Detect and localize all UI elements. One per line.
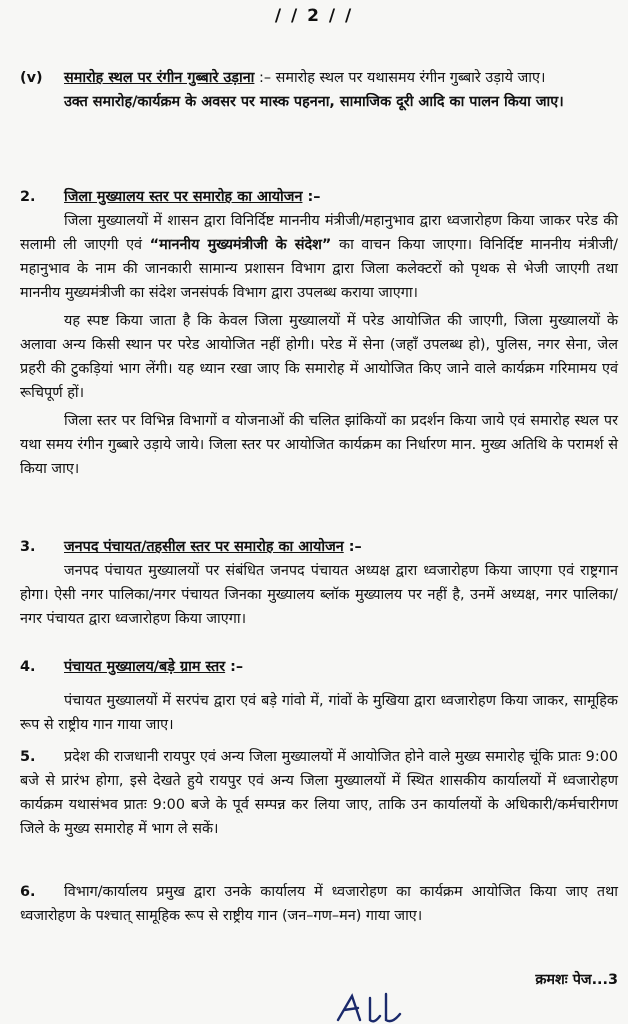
section-2-para-2: यह स्पष्ट किया जाता है कि केवल जिला मुख्यालयों में परेड आयोजित की जाएगी, जिला मुख्यालयों के अलावा अन्य किसी स्थान पर परेड आयोजित नहीं होगी। परेड में सेना (जहाँ उपलब्ध हो), पुलिस, नगर सेना, जेल प्रहरी की टुकड़ियां भाग लेंगी। यह ध्यान रखा जाए कि समारोह में आयोजित किए जाने वाले कार्यक्रम गरिमामय एवं रूचिपूर्ण हों।	[20, 313, 618, 401]
section-3	[20, 535, 618, 631]
section-2-title: जिला मुख्यालय स्तर पर समारोह का आयोजन	[64, 189, 303, 205]
section-2-para-1a: जिला मुख्यालयों में शासन द्वारा विनिर्दिष्ट माननीय मंत्रीजी/महानुभाव द्वारा ध्वजारोहण किया जाकर परेड की सलामी ली जाएगी एवं	[20, 213, 618, 253]
section-6-para-1: विभाग/कार्यालय प्रमुख द्वारा उनके कार्यालय में ध्वजारोहण का कार्यक्रम आयोजित किया जाए तथा ध्वजारोहण के पश्चात् सामूहिक रूप से राष्ट्रीय गान (जन–गण–मन) गाया जाए।	[20, 884, 618, 924]
section-v-number: (v)	[20, 70, 43, 86]
signature-mark	[330, 990, 450, 1024]
section-4-suffix: :–	[225, 659, 244, 675]
section-v-text: :– समारोह स्थल पर यथासमय रंगीन गुब्बारे उड़ाये जाए।	[254, 70, 546, 86]
section-3-title: जनपद पंचायत/तहसील स्तर पर समारोह का आयोजन	[64, 539, 344, 555]
section-5	[20, 745, 618, 841]
page-number: / / 2 / /	[274, 6, 354, 26]
section-4-number: 4.	[20, 659, 36, 675]
section-6-number: 6.	[20, 884, 36, 900]
section-v-note: उक्त समारोह/कार्यक्रम के अवसर पर मास्क पहनना, सामाजिक दूरी आदि का पालन किया जाए।	[64, 94, 564, 110]
cm-message-quote: “माननीय मुख्यमंत्रीजी के संदेश”	[149, 237, 332, 253]
section-4	[20, 655, 618, 737]
section-2-para-3: जिला स्तर पर विभिन्न विभागों व योजनाओं की चलित झांकियों का प्रदर्शन किया जाये एवं समारोह स्थल पर यथा समय रंगीन गुब्बारे उड़ाये जाये। जिला स्तर पर आयोजित कार्यक्रम का निर्धारण मान. मुख्य अतिथि के परामर्श से किया जाए।	[20, 413, 618, 477]
section-v-title: समारोह स्थल पर रंगीन गुब्बारे उड़ाना	[64, 70, 255, 86]
section-v	[20, 66, 618, 114]
section-5-number: 5.	[20, 749, 36, 765]
section-2	[20, 185, 618, 481]
section-4-para-1: पंचायत मुख्यालयों में सरपंच द्वारा एवं बड़े गांवो में, गांवों के मुखिया द्वारा ध्वजारोहण किया जाकर, सामूहिक रूप से राष्ट्रीय गान गाया जाए।	[20, 693, 618, 733]
section-5-para-1: प्रदेश की राजधानी रायपुर एवं अन्य जिला मुख्यालयों में आयोजित होने वाले मुख्य समारोह चूंकि प्रातः 9:00 बजे से प्रारंभ होगा, इसे देखते हुये रायपुर एवं अन्य जिला मुख्यालयों में स्थित शासकीय कार्यालयों में ध्वजारोहण कार्यक्रम यथासंभव प्रातः 9:00 बजे के पूर्व सम्पन्न कर लिया जाए, ताकि उन कार्यालयों के अधिकारी/कर्मचारीगण जिले के मुख्य समारोह में भाग ले सकें।	[20, 749, 618, 837]
continued-page-note: क्रमशः पेज...3	[535, 972, 618, 988]
section-3-number: 3.	[20, 539, 36, 555]
section-2-para-1c: का वाचन किया जाएगा। विनिर्दिष्ट माननीय मंत्रीजी/महानुभाव के नाम की जानकारी सामान्य प्रशासन विभाग द्वारा जिला कलेक्टरों को पृथक से भेजी जाएगी तथा माननीय मुख्यमंत्रीजी का संदेश जनसंपर्क विभाग द्वारा उपलब्ध कराया जाएगा।	[20, 237, 619, 301]
section-2-suffix: :–	[302, 189, 321, 205]
section-2-para-1	[20, 209, 618, 305]
section-3-para-1: जनपद पंचायत मुख्यालयों पर संबंधित जनपद पंचायत अध्यक्ष द्वारा ध्वजारोहण किया जाएगा एवं राष्ट्रगान होगा। ऐसी नगर पालिका/नगर पंचायत जिनका मुख्यालय ब्लॉक मुख्यालय पर नहीं है, उनमें अध्यक्ष, नगर पालिका/नगर पंचायत द्वारा ध्वजारोहण किया जाएगा।	[20, 563, 618, 627]
section-3-suffix: :–	[343, 539, 362, 555]
section-4-title: पंचायत मुख्यालय/बड़े ग्राम स्तर	[64, 659, 226, 675]
section-2-number: 2.	[20, 189, 36, 205]
section-6	[20, 880, 618, 928]
